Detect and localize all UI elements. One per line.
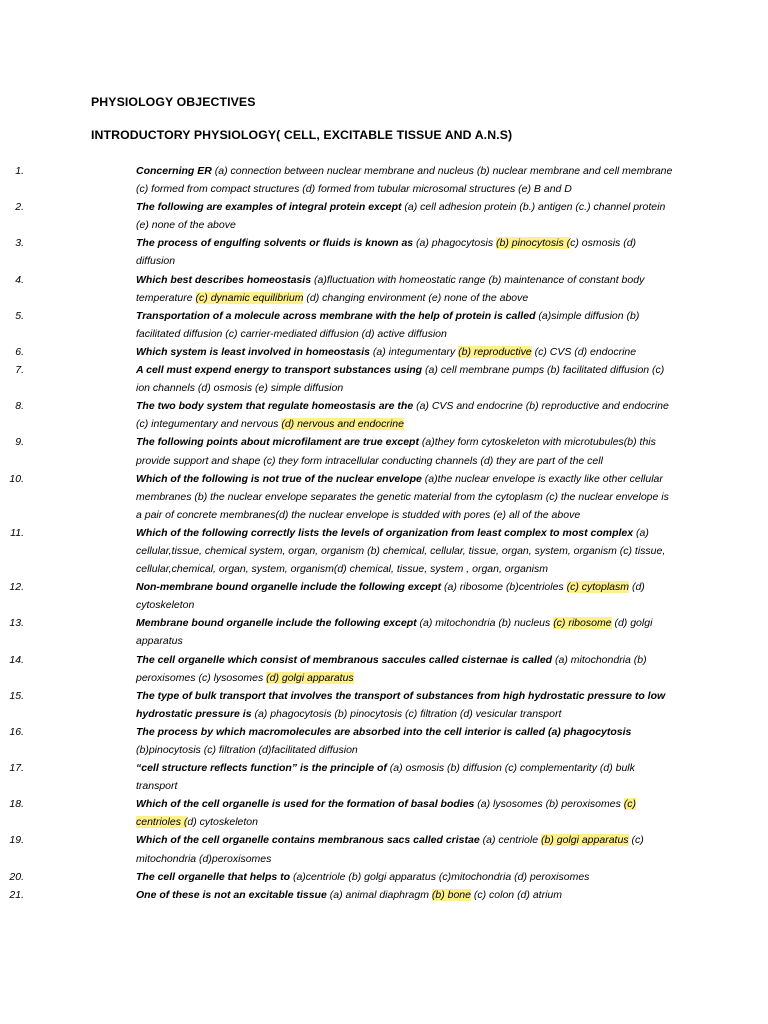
question-item: [0, 651, 676, 687]
highlighted-answer: (b) golgi apparatus: [540, 834, 629, 847]
question-stem: The process by which macromolecules are absorbed into the cell interior is called (a) phagocytosis: [136, 725, 632, 738]
question-item: [0, 470, 676, 524]
question-item: [0, 307, 676, 343]
question-item: [0, 723, 676, 759]
question-stem: The following are examples of integral protein except: [136, 201, 402, 214]
question-stem: Which best describes homeostasis: [136, 273, 312, 286]
question-number: 20.: [9, 870, 24, 883]
question-stem: The type of bulk transport that involves the transport of substances from high hydrostatic pressure to low hydrostatic pressure is: [136, 689, 666, 720]
question-item: [0, 868, 676, 886]
question-text: [136, 871, 589, 883]
question-item: [0, 759, 676, 795]
highlighted-answer: (b) bone: [431, 888, 471, 901]
question-number: 11.: [10, 526, 24, 539]
answer-options: (a) centriole: [479, 834, 541, 847]
question-text: [136, 473, 669, 521]
question-number: 12.: [9, 581, 24, 594]
question-stem: Which system is least involved in homeostasis: [136, 345, 370, 358]
answer-options: (a) animal diaphragm: [326, 888, 432, 901]
answer-options: (a) phagocytosis (b) pinocytosis (c) filtration (d) vesicular transport: [251, 707, 562, 720]
question-item: [0, 831, 676, 867]
question-text: [136, 726, 631, 756]
answer-options: (a) cell membrane pumps (b) facilitated diffusion (c) ion channels (d) osmosis (e) simple diffusion: [136, 364, 665, 395]
answer-options: (a) mitochondria (b) peroxisomes (c) lysosomes: [136, 653, 647, 684]
highlighted-answer: (c) ribosome: [553, 617, 612, 630]
answer-options: (a) cellular,tissue, chemical system, organ, organism (b) chemical, cellular, tissue, organ, system, organism (c) tissue, cellular,chemical, organ, system, organism(d) chemical, tissue, system , organ, organism: [136, 526, 666, 576]
question-stem: The two body system that regulate homeostasis are the: [136, 400, 414, 413]
section-heading: INTRODUCTORY PHYSIOLOGY( CELL, EXCITABLE TISSUE AND A.N.S): [91, 128, 513, 142]
answer-options: (d) changing environment (e) none of the above: [303, 291, 529, 304]
question-stem: Which of the cell organelle is used for the formation of basal bodies: [136, 798, 475, 811]
question-number: 13.: [9, 617, 24, 630]
answer-options: (c) CVS (d) endocrine: [531, 345, 637, 358]
question-item: [0, 614, 676, 650]
question-item: [0, 687, 676, 723]
question-stem: Membrane bound organelle include the following except: [136, 617, 417, 630]
question-text: [136, 346, 636, 358]
document-title: PHYSIOLOGY OBJECTIVES: [91, 95, 256, 109]
question-text: [136, 798, 636, 828]
highlighted-answer: (c) cytoplasm: [566, 581, 630, 594]
question-number: 9.: [15, 436, 24, 449]
question-number: 16.: [9, 725, 24, 738]
answer-options: (a) phagocytosis: [413, 237, 497, 250]
question-text: [136, 364, 664, 394]
answer-options: (c) colon (d) atrium: [470, 888, 562, 901]
question-item: [0, 343, 676, 361]
question-number: 15.: [9, 689, 24, 702]
highlighted-answer: (b) reproductive: [458, 345, 532, 358]
question-text: [136, 310, 639, 340]
question-number: 2.: [15, 201, 24, 214]
question-number: 18.: [9, 798, 24, 811]
question-stem: The following points about microfilament are true except: [136, 436, 419, 449]
answer-options: (d) golgi apparatus: [136, 617, 653, 648]
question-stem: Which of the following correctly lists the levels of organization from least complex to most complex: [136, 526, 634, 539]
question-text: [136, 400, 669, 430]
question-number: 1.: [15, 165, 24, 177]
question-text: [136, 762, 635, 792]
question-item: [0, 198, 676, 234]
answer-options: (a) CVS and endocrine (b) reproductive and endocrine (c) integumentary and nervous: [136, 400, 669, 431]
question-item: [0, 234, 676, 270]
question-stem: The cell organelle that helps to: [136, 870, 291, 883]
question-text: [136, 889, 562, 901]
question-stem: One of these is not an excitable tissue: [136, 888, 327, 901]
question-number: 6.: [15, 345, 24, 358]
question-text: [136, 274, 644, 304]
question-text: [136, 617, 652, 647]
question-text: [136, 834, 644, 864]
question-number: 3.: [15, 237, 24, 250]
question-stem: Transportation of a molecule across membrane with the help of protein is called: [136, 309, 536, 322]
question-list: [0, 162, 768, 904]
answer-options: (a)centriole (b) golgi apparatus (c)mitochondria (d) peroxisomes: [290, 870, 590, 883]
question-number: 5.: [15, 309, 24, 322]
answer-options: (a) lysosomes (b) peroxisomes: [474, 798, 624, 811]
question-item: [0, 162, 676, 198]
question-number: 14.: [9, 653, 24, 666]
question-item: [0, 886, 676, 904]
answer-options: (d) cytoskeleton: [136, 581, 645, 612]
question-number: 17.: [9, 762, 24, 775]
answer-options: (a) ribosome (b)centrioles: [441, 581, 567, 594]
highlighted-answer: (c) dynamic equilibrium: [195, 291, 304, 304]
question-stem: Which of the following is not true of the nuclear envelope: [136, 472, 422, 485]
answer-options: (a)fluctuation with homeostatic range (b) maintenance of constant body temperature: [136, 273, 645, 304]
question-text: [136, 436, 656, 466]
answer-options: (a)they form cytoskeleton with microtubules(b) this provide support and shape (c) they form intracellular conducting channels (d) they are part of the cell: [136, 436, 656, 467]
answer-options: (a) osmosis (b) diffusion (c) complementarity (d) bulk transport: [136, 762, 635, 793]
question-stem: A cell must expend energy to transport substances using: [136, 364, 423, 377]
answer-options: (c) mitochondria (d)peroxisomes: [136, 834, 644, 865]
question-text: [136, 690, 665, 720]
question-number: 19.: [9, 834, 24, 847]
answer-options: (a)simple diffusion (b) facilitated diffusion (c) carrier-mediated diffusion (d) active diffusion: [136, 309, 640, 340]
question-text: [136, 201, 665, 231]
question-item: [0, 271, 676, 307]
question-stem: Non-membrane bound organelle include the following except: [136, 581, 442, 594]
highlighted-answer: (d) golgi apparatus: [266, 671, 354, 684]
question-text: [136, 165, 672, 195]
question-text: [136, 527, 665, 575]
question-stem: The process of engulfing solvents or fluids is known as: [136, 237, 414, 250]
question-number: 21.: [9, 888, 24, 901]
highlighted-answer: (b) pinocytosis (: [496, 237, 571, 250]
question-stem: “cell structure reflects function” is the principle of: [136, 762, 387, 775]
answer-options: (a) connection between nuclear membrane and nucleus (b) nuclear membrane and cell membrane (c) formed from compact structures (d) formed from tubular microsomal structures (e) B and D: [136, 165, 673, 196]
question-text: [136, 237, 636, 267]
question-number: 4.: [15, 273, 24, 286]
answer-options: (a) mitochondria (b) nucleus: [416, 617, 554, 630]
question-number: 7.: [15, 364, 24, 377]
question-item: [0, 578, 676, 614]
question-number: 10.: [9, 472, 24, 485]
answer-options: d) cytoskeleton: [187, 816, 258, 829]
question-stem: Which of the cell organelle contains membranous sacs called cristae: [136, 834, 480, 847]
answer-options: (b)pinocytosis (c) filtration (d)facilitated diffusion: [136, 744, 358, 756]
question-number: 8.: [15, 400, 24, 413]
answer-options: (a)the nuclear envelope is exactly like other cellular membranes (b) the nuclear envelope separates the genetic material from the cytoplasm (c) the nuclear envelope is a pair of concrete membranes(d) the nuclear envelope is studded with pores (e) all of the above: [136, 472, 669, 521]
question-text: [136, 654, 647, 684]
question-stem: The cell organelle which consist of membranous saccules called cisternae is called: [136, 653, 553, 666]
answer-options: c) osmosis (d) diffusion: [136, 237, 637, 268]
question-item: [0, 433, 676, 469]
question-item: [0, 397, 676, 433]
question-item: [0, 795, 676, 831]
question-text: [136, 581, 645, 611]
answer-options: (a) cell adhesion protein (b.) antigen (c.) channel protein (e) none of the above: [136, 201, 666, 232]
question-item: [0, 524, 676, 578]
question-stem: Concerning ER: [136, 165, 212, 177]
highlighted-answer: (c) centrioles (: [136, 798, 637, 829]
question-item: [0, 361, 676, 397]
highlighted-answer: (d) nervous and endocrine: [281, 418, 404, 431]
answer-options: (a) integumentary: [370, 345, 459, 358]
